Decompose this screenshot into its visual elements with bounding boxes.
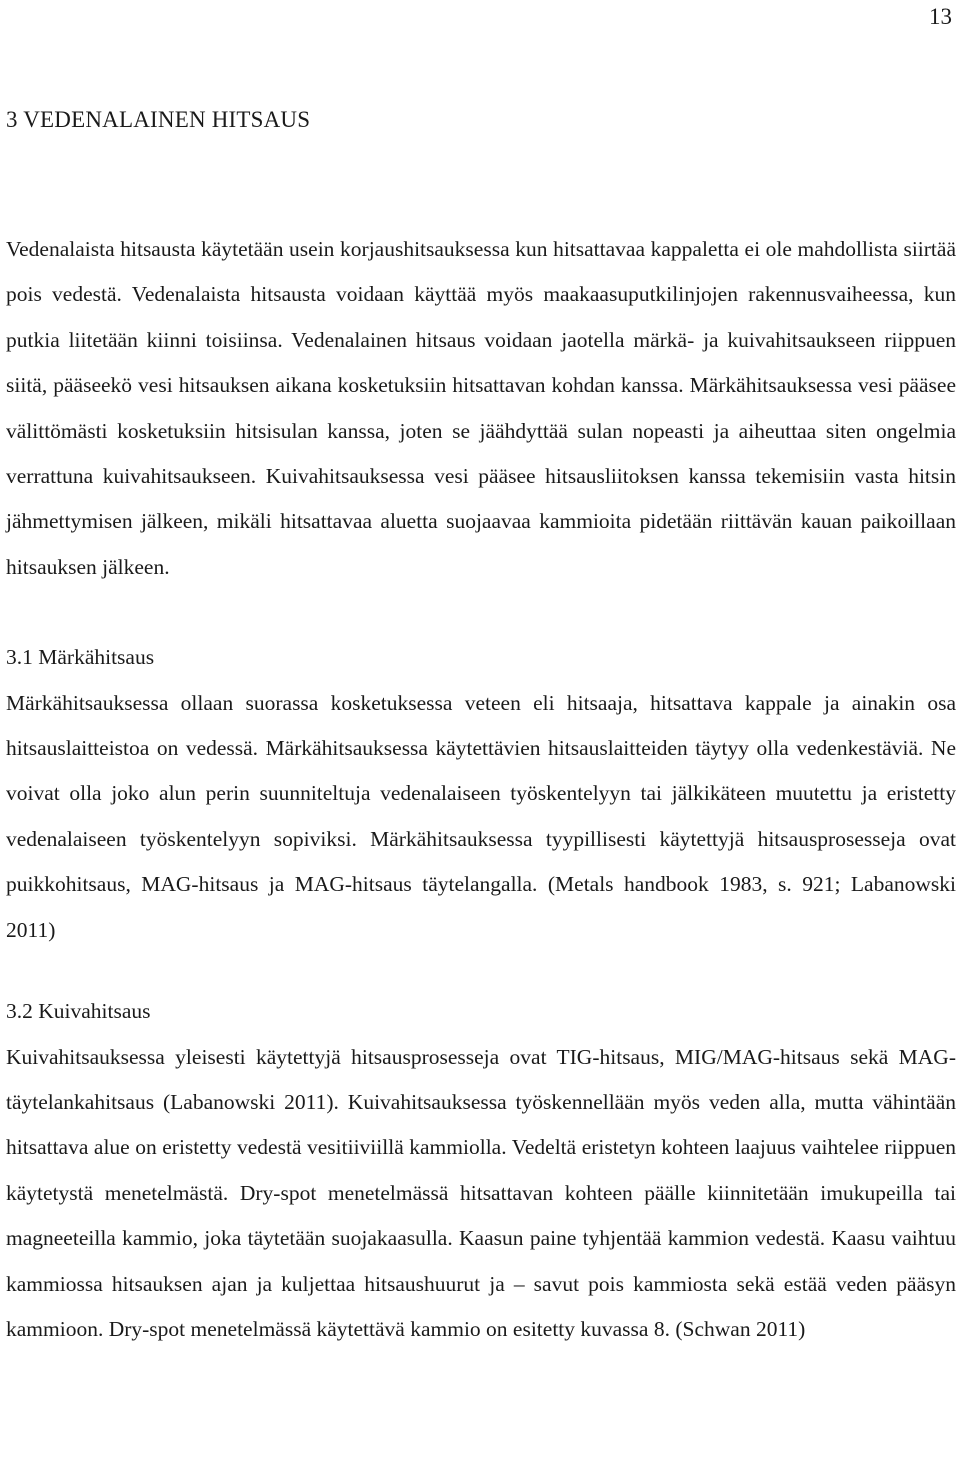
chapter-title: 3 VEDENALAINEN HITSAUS [6, 107, 311, 132]
section-paragraph-dry-welding: Kuivahitsauksessa yleisesti käytettyjä hitsausprosesseja ovat TIG-hitsaus, MIG/MAG-hitsaus sekä MAG-täytelankahitsaus (Labanowski 2011). Kuivahitsauksessa työskennellään myös veden alla, mutta vähintään hitsattava alue on eristetty vedestä vesitiiviillä kammiolla. Vedeltä eristetyn kohteen laajuus vaihtelee riippuen käytetystä menetelmästä. Dry-spot menetelmässä hitsattavan kohteen päälle kiinnitetään imukupeilla tai magneeteilla kammio, joka täytetään suojakaasulla. Kaasun paine tyhjentää kammion vedestä. Kaasu vaihtuu kammiossa hitsauksen ajan ja kuljettaa hitsaushuurut ja – savut pois kammiosta sekä estää veden pääsyn kammioon. Dry-spot menetelmässä käytettävä kammio on esitetty kuvassa 8. (Schwan 2011) [6, 1044, 956, 1341]
section-heading-wet-welding: 3.1 Märkähitsaus [6, 645, 155, 670]
section-paragraph-wet-welding: Märkähitsauksessa ollaan suorassa kosketuksessa veteen eli hitsaaja, hitsattava kappale ja ainakin osa hitsauslaitteistoa on vedessä. Märkähitsauksessa käytettävien hitsauslaitteiden täytyy olla vedenkestäviä. Ne voivat olla joko alun perin suunniteltuja vedenalaiseen työskentelyyn tai jälkikäteen muutettu ja eristetty vedenalaiseen työskentelyyn sopiviksi. Märkähitsauksessa tyypillisesti käytettyjä hitsausprosesseja ovat puikkohitsaus, MAG-hitsaus ja MAG-hitsaus täytelangalla. (Metals handbook 1983, s. 921; Labanowski 2011) [6, 690, 956, 942]
page-number: 13 [929, 4, 952, 29]
section-heading-dry-welding: 3.2 Kuivahitsaus [6, 999, 151, 1024]
intro-paragraph: Vedenalaista hitsausta käytetään usein korjaushitsauksessa kun hitsattavaa kappaletta ei ole mahdollista siirtää pois vedestä. Vedenalaista hitsausta voidaan käyttää myös maakaasuputkilinjojen rakennusvaiheessa, kun putkia liitetään kiinni toisiinsa. Vedenalainen hitsaus voidaan jaotella märkä- ja kuivahitsaukseen riippuen siitä, pääseekö vesi hitsauksen aikana kosketuksiin hitsattavan kohdan kanssa. Märkähitsauksessa vesi pääsee välittömästi kosketuksiin hitsisulan kanssa, joten se jäähdyttää sulan nopeasti ja aiheuttaa siten ongelmia verrattuna kuivahitsaukseen. Kuivahitsauksessa vesi pääsee hitsausliitoksen kanssa tekemisiin vasta hitsin jähmettymisen jälkeen, mikäli hitsattavaa aluetta suojaavaa kammioita pidetään riittävän kauan paikoillaan hitsauksen jälkeen. [6, 237, 956, 579]
page-content [6, 103, 956, 1352]
